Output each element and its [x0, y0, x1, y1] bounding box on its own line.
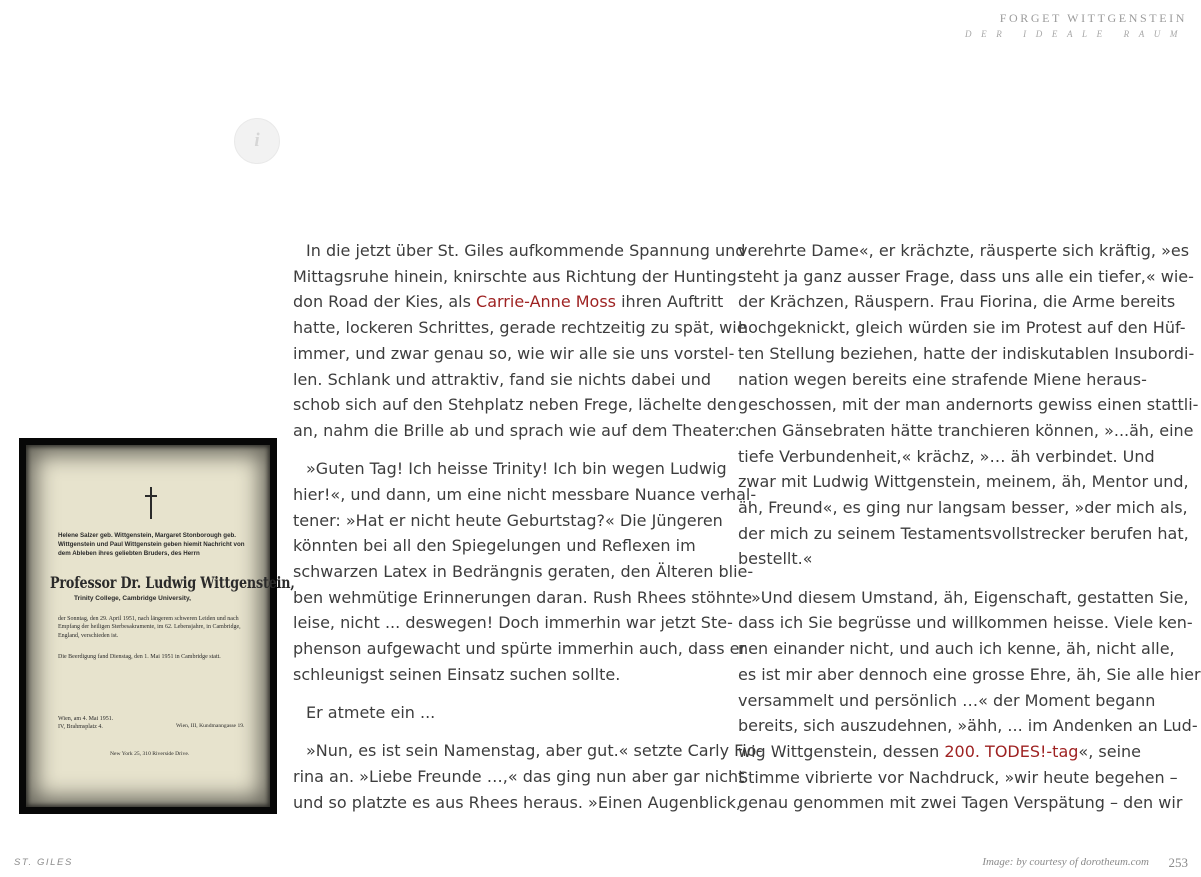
text-line: versammelt und persönlich …« der Moment begann — [738, 690, 1156, 710]
text-line: leise, nicht ... deswegen! Doch immerhin war jetzt Ste- — [293, 613, 733, 633]
text-line: bestellt.« — [738, 549, 813, 569]
text-line: Er atmete ein ... — [306, 703, 436, 723]
text-line: wig Wittgenstein, dessen 200. TODES!-tag«, seine — [738, 741, 1141, 761]
image-credit: Image: by courtesy of dorotheum.com — [982, 856, 1149, 868]
text-line: schwarzen Latex in Bedrängnis geraten, den Älteren blie- — [293, 562, 754, 582]
notice-college: Trinity College, Cambridge University, — [74, 595, 191, 602]
text-line: bereits, sich auszudehnen, »ähh, ... im Andenken an Lud- — [738, 716, 1198, 736]
text-line: tener: »Hat er nicht heute Geburtstag?« Die Jüngeren — [293, 510, 723, 530]
text-line: äh, Freund«, es ging nur langsam besser, »der mich als, — [738, 498, 1188, 518]
header-title: FORGET WITTGENSTEIN — [999, 11, 1187, 25]
section-label: ST. GILES — [14, 857, 73, 868]
text-line: don Road der Kies, als Carrie-Anne Moss ihren Auftritt — [293, 292, 724, 312]
text-line: ben wehmütige Erinnerungen daran. Rush Rhees stöhnte — [293, 587, 753, 607]
text-line: es ist mir aber dennoch eine grosse Ehre, äh, Sie alle hier — [738, 664, 1201, 684]
text-line: In die jetzt über St. Giles aufkommende Spannung und — [306, 241, 746, 260]
info-button[interactable] — [234, 118, 280, 164]
text-line: tiefe Verbundenheit,« krächz, »… äh verbindet. Und — [738, 446, 1155, 466]
death-notice-image — [19, 438, 295, 814]
text-line: schleunigst seinen Einsatz suchen sollte. — [293, 664, 621, 684]
text-line: »Guten Tag! Ich heisse Trinity! Ich bin wegen Ludwig — [306, 459, 727, 479]
text-line: könnten bei all den Spiegelungen und Reflexen im — [293, 536, 696, 556]
text-line: rina an. »Liebe Freunde …,« das ging nun aber gar nicht — [293, 767, 745, 787]
death-notice-card — [26, 445, 295, 807]
text-line: der mich zu seinem Testamentsvollstrecker berufen hat, — [738, 523, 1189, 543]
cross-icon — [144, 487, 158, 519]
text-line: zwar mit Ludwig Wittgenstein, meinem, äh, Mentor und, — [738, 472, 1189, 492]
notice-deceased-name: Professor Dr. Ludwig Wittgenstein, — [50, 573, 295, 592]
highlighted-term[interactable]: Carrie-Anne Moss — [476, 292, 617, 312]
notice-address-right: Wien, III, Kundmanngasse 19. — [176, 723, 245, 729]
text-line: »Und diesem Umstand, äh, Eigenschaft, gestatten Sie, — [751, 587, 1189, 607]
text-line: len. Schlank und attraktiv, fand sie nichts dabei und — [293, 369, 711, 389]
text-line: nation wegen bereits eine strafende Miene heraus- — [738, 369, 1147, 389]
paragraph — [293, 238, 747, 444]
text-line: verehrte Dame«, er krächzte, räusperte sich kräftig, »es — [738, 241, 1190, 260]
page-number: 253 — [1168, 855, 1188, 870]
text-line: ten Stellung beziehen, hatte der indiskutablen Insubordi- — [738, 343, 1195, 363]
text-line: nen einander nicht, und auch ich kenne, äh, nicht alle, — [738, 639, 1175, 659]
header-subtitle: DER IDEALE RAUM — [965, 29, 1187, 39]
text-column-right — [738, 238, 1201, 829]
text-column-left — [293, 238, 763, 828]
text-line: dass ich Sie begrüsse und willkommen heisse. Viele ken- — [738, 613, 1193, 633]
highlighted-term[interactable]: 200. TODES!-tag — [944, 741, 1079, 761]
paragraph — [738, 585, 1201, 816]
text-line: hier!«, und dann, um eine nicht messbare Nuance verhal- — [293, 484, 757, 504]
text-line: schob sich auf den Stehplatz neben Frege, lächelte den — [293, 395, 737, 415]
paragraph — [293, 738, 763, 815]
text-line: hatte, lockeren Schrittes, gerade rechtzeitig zu spät, wie — [293, 318, 747, 338]
text-line: und so platzte es aus Rhees heraus. »Einen Augenblick, — [293, 792, 742, 812]
text-line: chen Gänsebraten hätte tranchieren können, »...äh, eine — [738, 420, 1194, 440]
notice-body: der Sonntag, den 29. April 1951, nach längerem schweren Leiden und nach Empfang der heiligen Sterbesakramente, im 62. Lebensjahre, in Cambridge, England, verschieden ist. — [58, 616, 241, 639]
text-line: »Nun, es ist sein Namenstag, aber gut.« setzte Carly Fio- — [306, 741, 763, 761]
text-line: genau genommen mit zwei Tagen Verspätung – den wir — [738, 793, 1183, 813]
notice-address-left: IV, Brahmsplatz 4. — [58, 724, 103, 731]
text-line: phenson aufgewacht und spürte immerhin auch, dass er — [293, 639, 747, 659]
text-line: an, nahm die Brille ab und sprach wie auf dem Theater: — [293, 420, 740, 440]
paragraph — [293, 456, 757, 687]
notice-burial: Die Beerdigung fand Dienstag, den 1. Mai 1951 in Cambridge statt. — [58, 654, 221, 660]
notice-date: Wien, am 4. Mai 1951. — [58, 716, 114, 722]
paragraph — [293, 700, 718, 726]
paragraph — [738, 238, 1199, 572]
text-line: geschossen, mit der man andernorts gewiss einen stattli- — [738, 395, 1199, 415]
text-line: Stimme vibrierte vor Nachdruck, »wir heute begehen – — [738, 767, 1178, 787]
text-line: der Krächzen, Räuspern. Frau Fiorina, die Arme bereits — [738, 292, 1176, 312]
text-line: Mittagsruhe hinein, knirschte aus Richtung der Hunting- — [293, 266, 743, 286]
text-line: hochgeknickt, gleich würden sie im Protest auf den Hüf- — [738, 318, 1186, 338]
text-line: steht ja ganz ausser Frage, dass uns alle ein tiefer,« wie- — [738, 266, 1194, 286]
notice-new-york: New York 25, 310 Riverside Drive. — [110, 751, 190, 757]
info-icon: i — [254, 130, 260, 151]
notice-names: Helene Salzer geb. Wittgenstein, Margaret Stonborough geb. Wittgenstein und Paul Wittgenstein geben hiemit Nachricht von dem Ableben ihres geliebten Bruders, des Herrn — [58, 532, 245, 557]
text-line: immer, und zwar genau so, wie wir alle sie uns vorstel- — [293, 343, 735, 363]
